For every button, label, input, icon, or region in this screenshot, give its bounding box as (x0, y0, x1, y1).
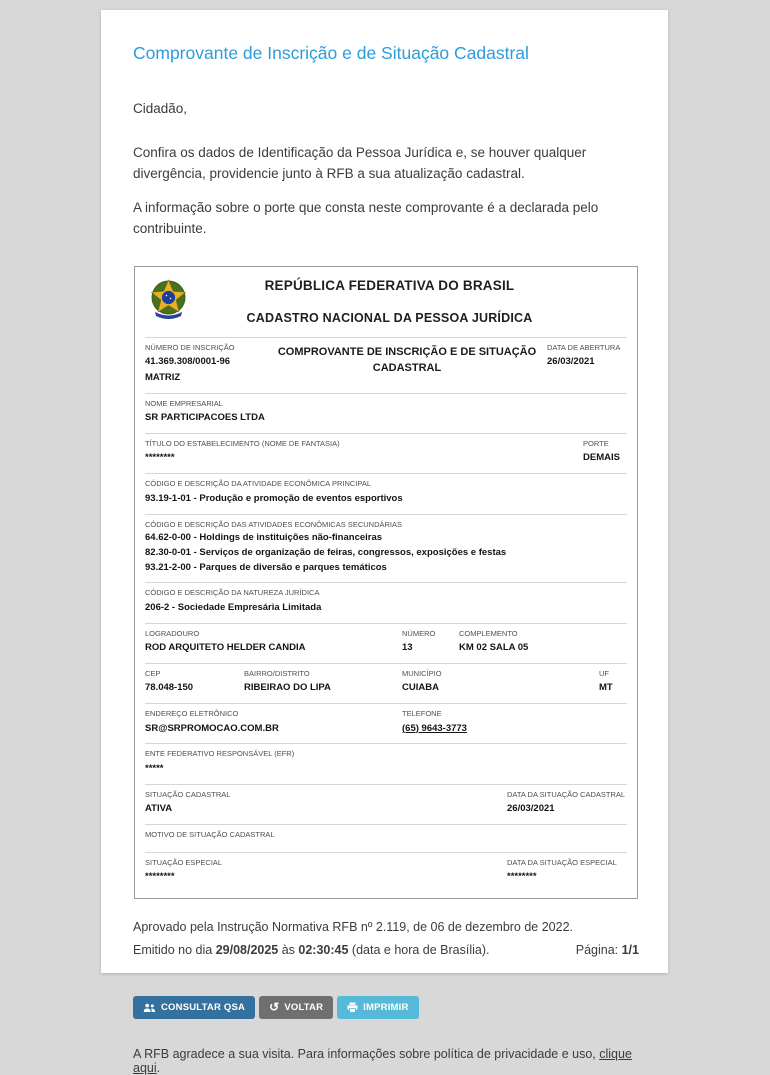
cep-label: CEP (145, 668, 161, 678)
numero-inscricao-value: 41.369.308/0001-96 (145, 356, 231, 368)
logradouro-value: ROD ARQUITETO HELDER CANDIA (145, 642, 306, 654)
nome-fantasia-label: TÍTULO DO ESTABELECIMENTO (NOME DE FANTASIA) (145, 438, 340, 448)
section-situacao-cadastral (145, 784, 627, 824)
situacao-cadastral-value: ATIVA (145, 803, 173, 815)
field-numero-inscricao (145, 343, 267, 385)
salutation-text: Cidadão, (133, 101, 188, 116)
numero-value: 13 (402, 642, 413, 654)
logradouro-label: LOGRADOURO (145, 628, 200, 638)
section-nome-empresarial (145, 393, 627, 433)
field-telefone (402, 709, 627, 735)
page-counter-value: 1/1 (621, 943, 639, 958)
action-buttons (133, 996, 637, 1019)
page-counter: Página: 1/1 (575, 943, 639, 958)
uf-label: UF (599, 668, 609, 678)
emission-date: 29/08/2025 (215, 943, 279, 958)
document-title: COMPROVANTE DE INSCRIÇÃO E DE SITUAÇÃO CADASTRAL (277, 345, 537, 374)
atividades-secundarias-label: CÓDIGO E DESCRIÇÃO DAS ATIVIDADES ECONÔMICAS SECUNDÁRIAS (145, 519, 402, 529)
brazil-coat-of-arms-icon (145, 276, 192, 328)
atividade-secundaria-2: 82.30-0-01 - Serviços de organização de feiras, congressos, exposições e festas (145, 546, 507, 558)
field-municipio (402, 669, 599, 695)
section-atividade-principal (145, 473, 627, 513)
field-data-situacao-cadastral (507, 790, 627, 816)
users-icon (143, 1003, 156, 1013)
section-endereco-2 (145, 663, 627, 703)
section-efr (145, 743, 627, 783)
field-cep (145, 669, 244, 695)
field-nome-fantasia (145, 439, 583, 465)
privacy-link[interactable]: clique aqui (133, 1047, 632, 1075)
motivo-situacao-label: MOTIVO DE SITUAÇÃO CADASTRAL (145, 829, 275, 839)
field-complemento (459, 629, 627, 655)
emission-text: Emitido no dia 29/08/2025 às 02:30:45 (data e hora de Brasília). (133, 943, 490, 958)
uf-value: MT (599, 682, 613, 694)
porte-label: PORTE (583, 438, 609, 448)
field-situacao-especial (145, 858, 507, 884)
section-fantasia-porte (145, 433, 627, 473)
section-atividades-secundarias (145, 514, 627, 583)
atividade-principal-value: 93.19-1-01 - Produção e promoção de eventos esportivos (145, 492, 403, 504)
certificate-titles (192, 278, 627, 325)
certificate-header (145, 267, 627, 337)
matriz-indicator: MATRIZ (145, 371, 181, 383)
undo-icon: ↺ (269, 999, 280, 1014)
cep-value: 78.048-150 (145, 682, 194, 694)
field-situacao-cadastral (145, 790, 507, 816)
emission-line (133, 943, 639, 957)
emission-time: 02:30:45 (298, 943, 349, 958)
situacao-cadastral-label: SITUAÇÃO CADASTRAL (145, 789, 231, 799)
cnpj-registry-title: CADASTRO NACIONAL DA PESSOA JURÍDICA (246, 311, 533, 326)
imprimir-button[interactable] (337, 996, 418, 1019)
situacao-especial-label: SITUAÇÃO ESPECIAL (145, 857, 223, 867)
numero-inscricao-label: NÚMERO DE INSCRIÇÃO (145, 342, 235, 352)
atividade-secundaria-1: 64.62-0-00 - Holdings de instituições não-financeiras (145, 532, 383, 544)
nome-empresarial-label: NOME EMPRESARIAL (145, 398, 223, 408)
municipio-value: CUIABA (402, 682, 439, 694)
intro-paragraph-2: A informação sobre o porte que consta neste comprovante é a declarada pelo contribuinte. (133, 199, 599, 236)
data-abertura-value: 26/03/2021 (547, 356, 595, 368)
data-situacao-especial-value: ******** (507, 871, 537, 883)
privacy-note: A RFB agradece a sua visita. Para informações sobre política de privacidade e uso, clique aqui. (133, 1047, 632, 1075)
section-inscricao (145, 337, 627, 393)
document-title-cell (267, 343, 547, 385)
field-email (145, 709, 402, 735)
section-contato (145, 703, 627, 743)
municipio-label: MUNICÍPIO (402, 668, 442, 678)
intro-paragraph-1: Confira os dados de Identificação da Pessoa Jurídica e, se houver qualquer divergência, providencie junto à RFB a sua atualização cadastral. (133, 145, 587, 181)
efr-value: ***** (145, 762, 164, 774)
nome-empresarial-value: SR PARTICIPACOES LTDA (145, 412, 265, 424)
field-porte (583, 439, 627, 465)
data-situacao-especial-label: DATA DA SITUAÇÃO ESPECIAL (507, 857, 617, 867)
republic-title: REPÚBLICA FEDERATIVA DO BRASIL (264, 278, 515, 294)
consultar-qsa-button[interactable] (133, 996, 255, 1019)
telefone-label: TELEFONE (402, 709, 442, 719)
numero-label: NÚMERO (402, 628, 436, 638)
atividade-secundaria-3: 93.21-2-00 - Parques de diversão e parques temáticos (145, 561, 387, 573)
section-situacao-especial (145, 852, 627, 898)
section-endereco-1 (145, 623, 627, 663)
field-uf (599, 669, 627, 695)
printer-icon (347, 1002, 358, 1013)
voltar-label: VOLTAR (284, 1002, 324, 1014)
efr-label: ENTE FEDERATIVO RESPONSÁVEL (EFR) (145, 749, 295, 759)
natureza-juridica-label: CÓDIGO E DESCRIÇÃO DA NATUREZA JURÍDICA (145, 588, 320, 598)
telefone-link[interactable]: (65) 9643-3773 (402, 722, 467, 734)
field-numero (402, 629, 459, 655)
section-natureza-juridica (145, 582, 627, 622)
content-card (101, 10, 668, 1075)
imprimir-label: IMPRIMIR (363, 1002, 409, 1014)
field-data-abertura (547, 343, 627, 385)
bairro-value: RIBEIRAO DO LIPA (244, 682, 331, 694)
atividade-principal-label: CÓDIGO E DESCRIÇÃO DA ATIVIDADE ECONÔMICA PRINCIPAL (145, 479, 372, 489)
consultar-qsa-label: CONSULTAR QSA (161, 1002, 246, 1014)
situacao-especial-value: ******** (145, 871, 175, 883)
approval-note: Aprovado pela Instrução Normativa RFB nº 2.119, de 06 de dezembro de 2022. (133, 920, 574, 935)
nome-fantasia-value: ******** (145, 452, 175, 464)
complemento-label: COMPLEMENTO (459, 628, 518, 638)
bairro-label: BAIRRO/DISTRITO (244, 668, 310, 678)
cnpj-certificate (134, 266, 638, 899)
field-data-situacao-especial (507, 858, 627, 884)
field-logradouro (145, 629, 402, 655)
data-situacao-cadastral-value: 26/03/2021 (507, 803, 555, 815)
data-abertura-label: DATA DE ABERTURA (547, 342, 621, 352)
email-label: ENDEREÇO ELETRÔNICO (145, 709, 239, 719)
porte-value: DEMAIS (583, 452, 620, 464)
field-bairro (244, 669, 402, 695)
page-title: Comprovante de Inscrição e de Situação Cadastral (133, 43, 529, 63)
email-value: SR@SRPROMOCAO.COM.BR (145, 722, 279, 734)
complemento-value: KM 02 SALA 05 (459, 642, 529, 654)
natureza-juridica-value: 206-2 - Sociedade Empresária Limitada (145, 601, 322, 613)
voltar-button[interactable] (259, 996, 333, 1019)
data-situacao-cadastral-label: DATA DA SITUAÇÃO CADASTRAL (507, 789, 626, 799)
section-motivo-situacao (145, 824, 627, 852)
